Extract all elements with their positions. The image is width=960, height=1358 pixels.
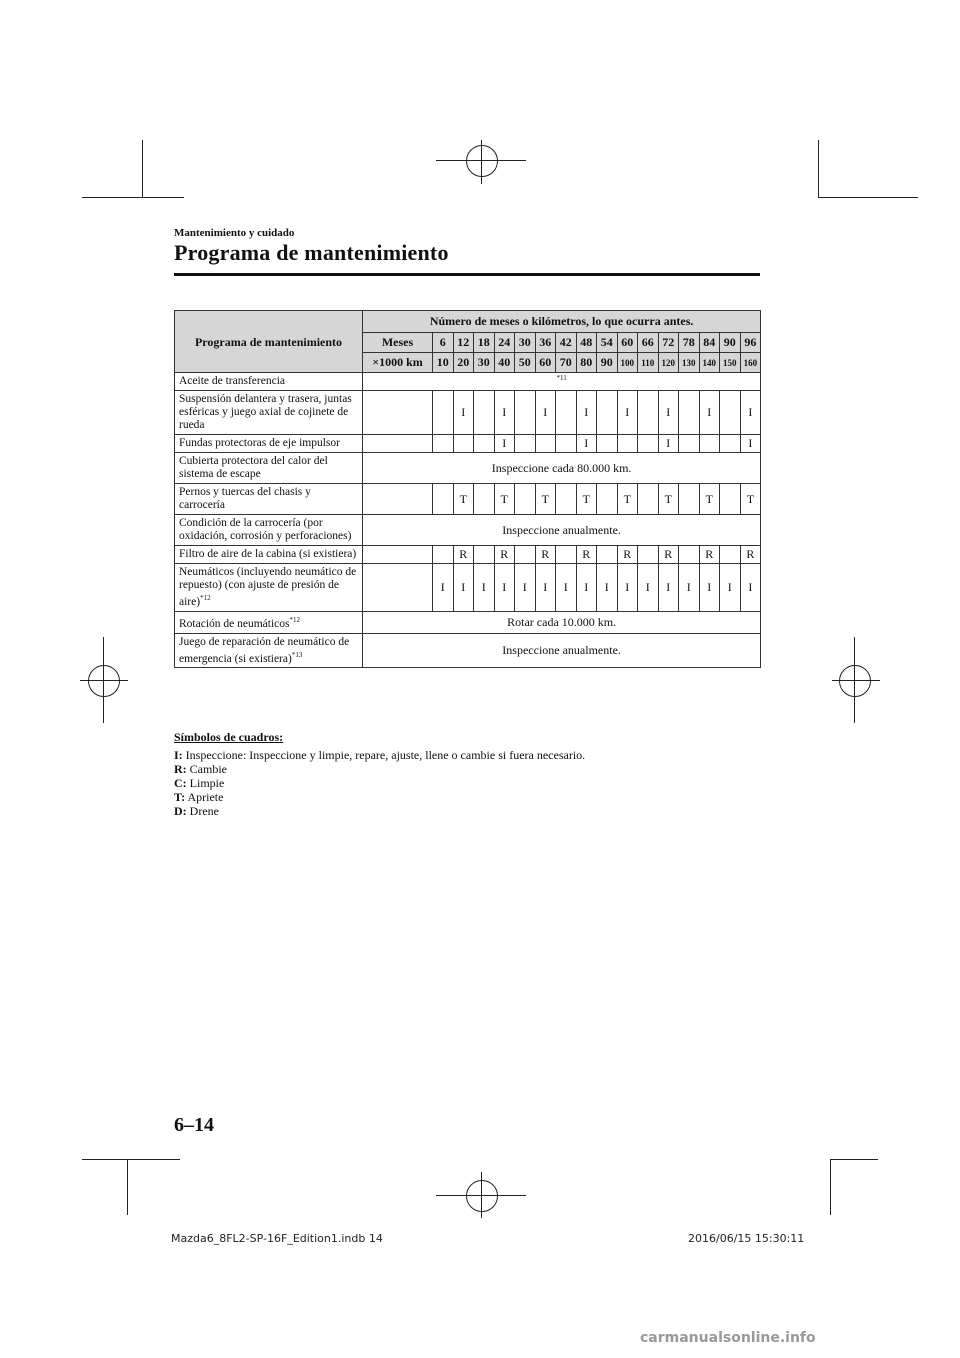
km-header: 110 — [638, 353, 659, 373]
interval-cell — [638, 435, 659, 453]
program-label: Programa de mantenimiento — [175, 311, 363, 373]
interval-cell — [638, 484, 659, 515]
interval-cell — [556, 546, 577, 564]
interval-cell: T — [740, 484, 761, 515]
interval-cell: I — [556, 564, 577, 612]
table-row — [175, 453, 761, 484]
interval-cell: T — [494, 484, 515, 515]
interval-cell: R — [535, 546, 556, 564]
interval-cell — [474, 484, 495, 515]
interval-cell: I — [658, 435, 679, 453]
interval-cell: T — [535, 484, 556, 515]
km-header: 40 — [494, 353, 515, 373]
interval-note — [363, 373, 761, 391]
interval-cell: R — [617, 546, 638, 564]
interval-text: Inspeccione cada 80.000 km. — [363, 453, 761, 484]
month-header: 18 — [474, 333, 495, 353]
interval-cell: I — [494, 564, 515, 612]
interval-cell — [433, 391, 454, 435]
km-header: 120 — [658, 353, 679, 373]
month-header: 24 — [494, 333, 515, 353]
interval-cell: I — [617, 564, 638, 612]
month-header: 72 — [658, 333, 679, 353]
interval-cell: R — [453, 546, 474, 564]
legend-key: I: — [174, 748, 183, 762]
interval-cell — [474, 391, 495, 435]
interval-text: Inspeccione anualmente. — [363, 633, 761, 668]
blank-cell — [363, 435, 433, 453]
months-label: Meses — [363, 333, 433, 353]
km-header: 160 — [740, 353, 761, 373]
table-row — [175, 484, 761, 515]
interval-cell: T — [699, 484, 720, 515]
interval-cell: I — [740, 564, 761, 612]
row-label-text: Condición de la carrocería (por oxidación, corrosión y perforaciones) — [179, 517, 352, 542]
interval-cell: I — [597, 564, 618, 612]
row-label — [175, 611, 363, 633]
interval-cell: I — [740, 391, 761, 435]
interval-cell: I — [740, 435, 761, 453]
interval-cell — [720, 484, 741, 515]
legend-item — [174, 776, 585, 790]
footnote-ref: *12 — [289, 615, 300, 624]
row-label-text: Filtro de aire de la cabina (si existiera) — [179, 548, 357, 560]
row-label — [175, 564, 363, 612]
maintenance-schedule-table — [174, 310, 761, 668]
interval-cell: I — [679, 564, 700, 612]
legend-items — [174, 748, 585, 818]
interval-cell — [453, 435, 474, 453]
interval-cell — [433, 435, 454, 453]
interval-cell: R — [576, 546, 597, 564]
row-label — [175, 391, 363, 435]
table-row — [175, 564, 761, 612]
legend-text: Apriete — [185, 790, 224, 804]
interval-cell — [597, 391, 618, 435]
legend-key: T: — [174, 790, 186, 804]
interval-cell: T — [658, 484, 679, 515]
legend-key: R: — [174, 762, 187, 776]
row-label — [175, 435, 363, 453]
km-header: 150 — [720, 353, 741, 373]
interval-cell — [597, 546, 618, 564]
interval-cell: I — [494, 435, 515, 453]
interval-text: Rotar cada 10.000 km. — [363, 611, 761, 633]
interval-cell — [556, 391, 577, 435]
interval-cell — [679, 391, 700, 435]
interval-cell: I — [699, 564, 720, 612]
month-header: 84 — [699, 333, 720, 353]
km-header: 80 — [576, 353, 597, 373]
month-header: 6 — [433, 333, 454, 353]
legend-text: Drene — [186, 804, 219, 818]
footnote-ref: *11 — [556, 374, 567, 382]
interval-cell — [679, 435, 700, 453]
blank-cell — [363, 546, 433, 564]
month-header: 90 — [720, 333, 741, 353]
interval-cell — [433, 484, 454, 515]
row-label-text: Neumáticos (incluyendo neumático de repuesto) (con ajuste de presión de aire) — [179, 566, 357, 608]
km-header: 10 — [433, 353, 454, 373]
interval-cell — [679, 546, 700, 564]
month-header: 66 — [638, 333, 659, 353]
interval-cell: I — [535, 391, 556, 435]
legend-key: D: — [174, 804, 187, 818]
row-label-text: Aceite de transferencia — [179, 375, 285, 387]
header-row-title — [175, 311, 761, 333]
page-title: Programa de mantenimiento — [174, 240, 449, 265]
table-row — [175, 546, 761, 564]
km-header: 20 — [453, 353, 474, 373]
interval-cell — [433, 546, 454, 564]
km-header: 100 — [617, 353, 638, 373]
interval-cell — [556, 435, 577, 453]
interval-cell: I — [576, 564, 597, 612]
interval-text: Inspeccione anualmente. — [363, 515, 761, 546]
km-header: 70 — [556, 353, 577, 373]
interval-cell — [617, 435, 638, 453]
footer-filename: Mazda6_8FL2-SP-16F_Edition1.indb 14 — [171, 1232, 383, 1245]
legend-item — [174, 748, 585, 762]
table-row — [175, 373, 761, 391]
interval-cell: T — [453, 484, 474, 515]
interval-cell — [720, 546, 741, 564]
running-header: Mantenimiento y cuidado — [174, 227, 295, 239]
row-label-text: Suspensión delantera y trasera, juntas esféricas y juego axial de cojinete de rueda — [179, 393, 352, 431]
legend-item — [174, 762, 585, 776]
month-header: 78 — [679, 333, 700, 353]
row-label — [175, 546, 363, 564]
month-header: 36 — [535, 333, 556, 353]
interval-cell: I — [453, 391, 474, 435]
km-header: 50 — [515, 353, 536, 373]
km-header: 30 — [474, 353, 495, 373]
interval-cell: I — [433, 564, 454, 612]
footnote-ref: *13 — [291, 650, 303, 659]
km-header: 90 — [597, 353, 618, 373]
table-row — [175, 633, 761, 668]
km-label: ×1000 km — [363, 353, 433, 373]
row-label-text: Fundas protectoras de eje impulsor — [179, 437, 340, 449]
interval-cell — [597, 484, 618, 515]
interval-cell — [535, 435, 556, 453]
month-header: 60 — [617, 333, 638, 353]
km-header: 60 — [535, 353, 556, 373]
month-header: 54 — [597, 333, 618, 353]
interval-cell — [474, 435, 495, 453]
interval-cell: R — [658, 546, 679, 564]
row-label-text: Cubierta protectora del calor del sistema de escape — [179, 455, 328, 480]
interval-cell: I — [658, 391, 679, 435]
blank-cell — [363, 391, 433, 435]
interval-cell — [515, 391, 536, 435]
legend-item — [174, 790, 585, 804]
interval-cell: I — [453, 564, 474, 612]
interval-cell — [474, 546, 495, 564]
interval-cell — [556, 484, 577, 515]
interval-cell — [720, 391, 741, 435]
row-label-text: Rotación de neumáticos — [179, 617, 290, 630]
interval-cell: I — [720, 564, 741, 612]
interval-cell: I — [699, 391, 720, 435]
interval-cell: R — [699, 546, 720, 564]
km-header: 130 — [679, 353, 700, 373]
interval-cell: I — [494, 391, 515, 435]
interval-cell — [638, 546, 659, 564]
interval-cell: I — [658, 564, 679, 612]
legend-text: Limpie — [186, 776, 225, 790]
month-header: 42 — [556, 333, 577, 353]
interval-cell: I — [617, 391, 638, 435]
interval-cell: T — [617, 484, 638, 515]
interval-cell: I — [515, 564, 536, 612]
blank-cell — [363, 564, 433, 612]
legend-text: Inspeccione: Inspeccione y limpie, repare, ajuste, llene o cambie si fuera necesario. — [182, 748, 586, 762]
interval-cell: I — [638, 564, 659, 612]
page-number: 6–14 — [174, 1114, 214, 1136]
footer-date: 2016/06/15 15:30:11 — [688, 1232, 805, 1245]
table-row — [175, 611, 761, 633]
footnote-ref: *12 — [200, 594, 211, 602]
interval-cell: R — [740, 546, 761, 564]
interval-cell: T — [576, 484, 597, 515]
interval-cell: R — [494, 546, 515, 564]
interval-cell — [597, 435, 618, 453]
month-header: 96 — [740, 333, 761, 353]
row-label-text: Pernos y tuercas del chasis y carrocería — [179, 486, 311, 511]
interval-cell — [699, 435, 720, 453]
row-label — [175, 453, 363, 484]
blank-cell — [363, 484, 433, 515]
interval-cell: I — [474, 564, 495, 612]
month-header: 30 — [515, 333, 536, 353]
interval-cell: I — [576, 435, 597, 453]
interval-cell — [515, 484, 536, 515]
interval-cell: I — [535, 564, 556, 612]
interval-cell — [515, 435, 536, 453]
row-label — [175, 373, 363, 391]
row-label — [175, 515, 363, 546]
legend-item — [174, 804, 585, 818]
legend-key: C: — [174, 776, 187, 790]
interval-cell — [638, 391, 659, 435]
interval-title: Número de meses o kilómetros, lo que ocurra antes. — [363, 311, 761, 333]
title-rule — [174, 273, 760, 276]
watermark: carmanualsonline.info — [640, 1330, 816, 1346]
interval-cell — [515, 546, 536, 564]
table-row — [175, 515, 761, 546]
table-row — [175, 435, 761, 453]
row-label-text: Juego de reparación de neumático de emergencia (si existiera) — [179, 635, 350, 665]
interval-cell — [679, 484, 700, 515]
row-label — [175, 633, 363, 668]
interval-cell: I — [576, 391, 597, 435]
month-header: 12 — [453, 333, 474, 353]
month-header: 48 — [576, 333, 597, 353]
symbols-legend — [174, 730, 585, 818]
legend-title: Símbolos de cuadros: — [174, 730, 284, 744]
table-row — [175, 391, 761, 435]
km-header: 140 — [699, 353, 720, 373]
legend-text: Cambie — [186, 762, 227, 776]
row-label — [175, 484, 363, 515]
interval-cell — [720, 435, 741, 453]
